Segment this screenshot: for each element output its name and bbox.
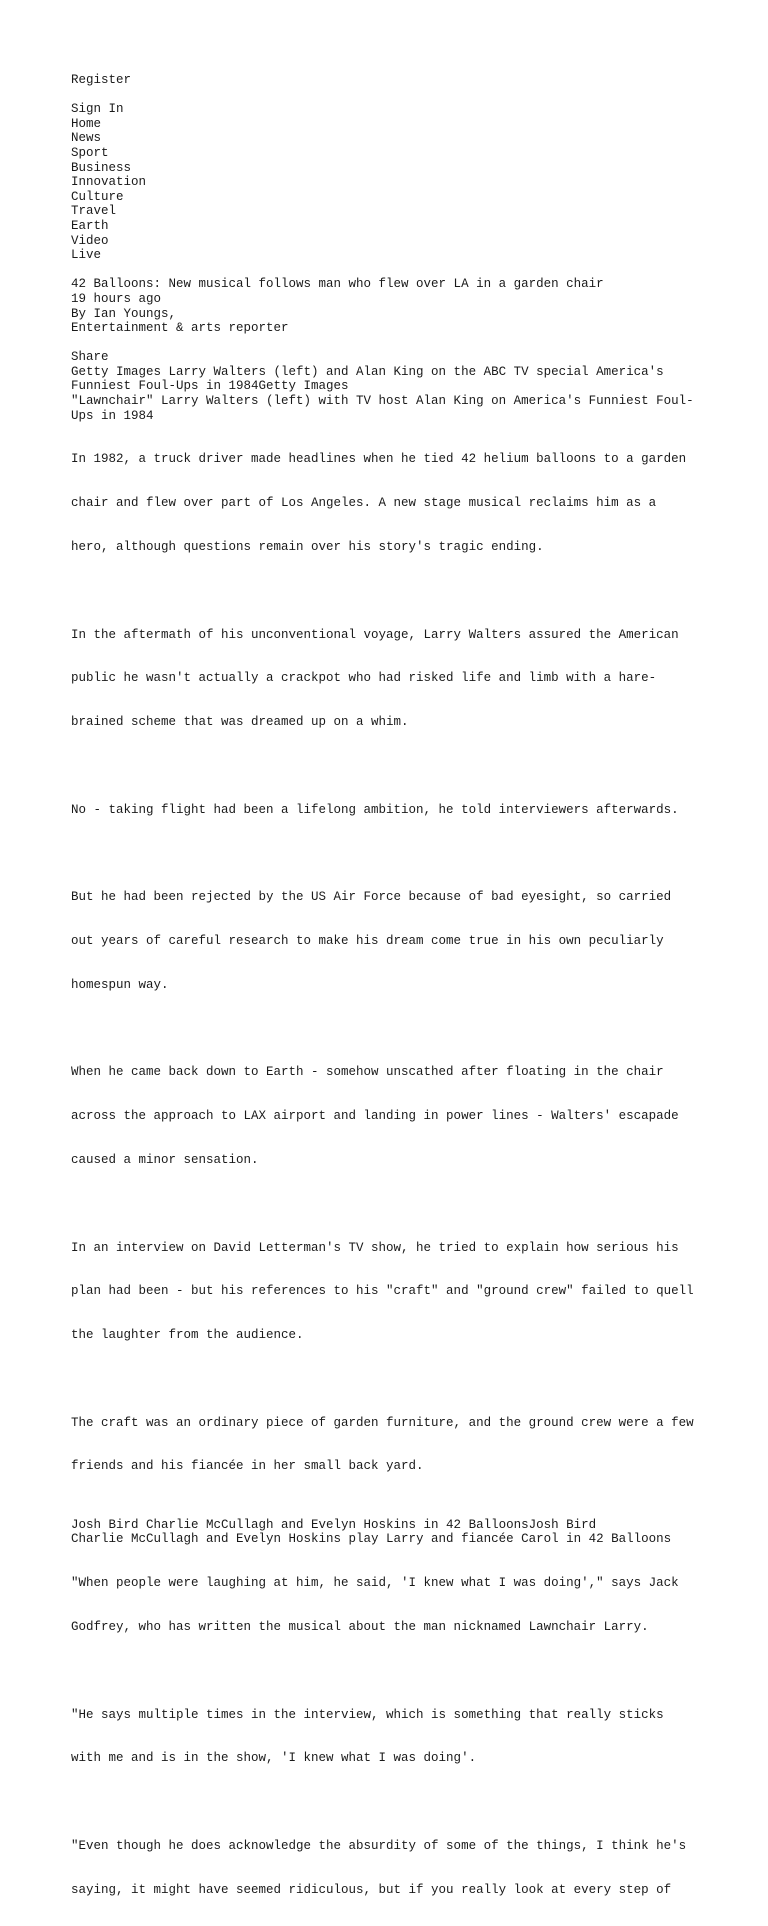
- paragraph-line: "Even though he does acknowledge the absurdity of some of the things, I think he's: [71, 1838, 687, 1853]
- paragraph-line: hero, although questions remain over his story's tragic ending.: [71, 540, 544, 554]
- nav-item-culture[interactable]: Culture: [71, 189, 124, 204]
- timestamp: 19 hours ago: [71, 291, 162, 306]
- nav-item-live[interactable]: Live: [71, 248, 102, 263]
- image-alt-line: Josh Bird Charlie McCullagh and Evelyn Hoskins in 42 BalloonsJosh Bird: [71, 1517, 597, 1532]
- author-role: Entertainment & arts reporter: [71, 321, 289, 336]
- paragraph: [71, 1810, 711, 1926]
- paragraph: [71, 1036, 711, 1197]
- paragraph-line: saying, it might have seemed ridiculous, but if you really look at every step of: [71, 1882, 672, 1897]
- nav-item-innovation[interactable]: Innovation: [71, 175, 147, 190]
- nav-item-video[interactable]: Video: [71, 233, 109, 248]
- paragraph-line: The craft was an ordinary piece of garden furniture, and the ground crew were a few: [71, 1415, 694, 1430]
- paragraph-line: When he came back down to Earth - somehow unscathed after floating in the chair: [71, 1065, 664, 1080]
- article-page: [71, 73, 711, 1926]
- paragraph-line: In 1982, a truck driver made headlines when he tied 42 helium balloons to a garden: [71, 452, 687, 467]
- nav-item-sport[interactable]: Sport: [71, 145, 109, 160]
- paragraph-line: In an interview on David Letterman's TV show, he tried to explain how serious his: [71, 1240, 679, 1255]
- nav-item-home[interactable]: Home: [71, 116, 102, 131]
- nav-item-business[interactable]: Business: [71, 160, 132, 175]
- image-1-caption: [71, 394, 711, 423]
- paragraph-line: public he wasn't actually a crackpot who had risked life and limb with a hare-: [71, 671, 657, 686]
- paragraph: [71, 598, 711, 759]
- paragraph: [71, 1211, 711, 1372]
- paragraph-line: homespun way.: [71, 977, 169, 992]
- nav-item-travel[interactable]: Travel: [71, 204, 117, 219]
- share-button[interactable]: Share: [71, 350, 109, 365]
- article-body-2: [71, 1547, 711, 1926]
- paragraph-line: the laughter from the audience.: [71, 1328, 304, 1343]
- byline: By Ian Youngs,: [71, 306, 177, 321]
- image-1-alt: [71, 365, 711, 394]
- nav-item-news[interactable]: News: [71, 131, 102, 146]
- main-nav: [71, 117, 711, 263]
- paragraph: [71, 1547, 711, 1664]
- paragraph-line: But he had been rejected by the US Air Force because of bad eyesight, so carried: [71, 890, 672, 905]
- register-link[interactable]: Register: [71, 73, 132, 87]
- paragraph: [71, 861, 711, 1022]
- paragraph-line: No - taking flight had been a lifelong ambition, he told interviewers afterwards.: [71, 802, 679, 817]
- headline: 42 Balloons: New musical follows man who flew over LA in a garden chair: [71, 277, 604, 292]
- sign-in-link[interactable]: Sign In: [71, 102, 124, 117]
- paragraph-line: plan had been - but his references to his "craft" and "ground crew" failed to quell: [71, 1284, 694, 1299]
- paragraph-line: Godfrey, who has written the musical about the man nicknamed Lawnchair Larry.: [71, 1619, 649, 1634]
- article-body-1: [71, 423, 711, 1503]
- paragraph-line: brained scheme that was dreamed up on a whim.: [71, 715, 409, 730]
- paragraph: [71, 423, 711, 584]
- paragraph-line: caused a minor sensation.: [71, 1152, 259, 1167]
- image-alt-line: Getty Images Larry Walters (left) and Alan King on the ABC TV special America's: [71, 364, 664, 379]
- paragraph-line: "He says multiple times in the interview, which is something that really sticks: [71, 1707, 664, 1722]
- paragraph-line: out years of careful research to make his dream come true in his own peculiarly: [71, 934, 664, 949]
- paragraph-line: friends and his fiancée in her small back yard.: [71, 1459, 424, 1474]
- paragraph: [71, 774, 711, 847]
- image-caption-line: "Lawnchair" Larry Walters (left) with TV host Alan King on America's Funniest Foul-: [71, 394, 694, 409]
- image-caption-line: Ups in 1984: [71, 408, 154, 423]
- image-2-caption: [71, 1532, 711, 1547]
- paragraph-line: In the aftermath of his unconventional voyage, Larry Walters assured the American: [71, 627, 679, 642]
- paragraph-line: with me and is in the show, 'I knew what I was doing'.: [71, 1751, 477, 1766]
- nav-item-earth[interactable]: Earth: [71, 218, 109, 233]
- image-caption-line: Charlie McCullagh and Evelyn Hoskins play Larry and fiancée Carol in 42 Balloons: [71, 1532, 672, 1547]
- image-alt-line: Funniest Foul-Ups in 1984Getty Images: [71, 379, 349, 394]
- paragraph-line: across the approach to LAX airport and landing in power lines - Walters' escapade: [71, 1109, 679, 1124]
- image-2-alt: [71, 1518, 711, 1533]
- paragraph-line: chair and flew over part of Los Angeles. A new stage musical reclaims him as a: [71, 496, 657, 511]
- paragraph: [71, 1678, 711, 1795]
- paragraph-line: "When people were laughing at him, he said, 'I knew what I was doing'," says Jack: [71, 1576, 679, 1591]
- paragraph: [71, 1386, 711, 1503]
